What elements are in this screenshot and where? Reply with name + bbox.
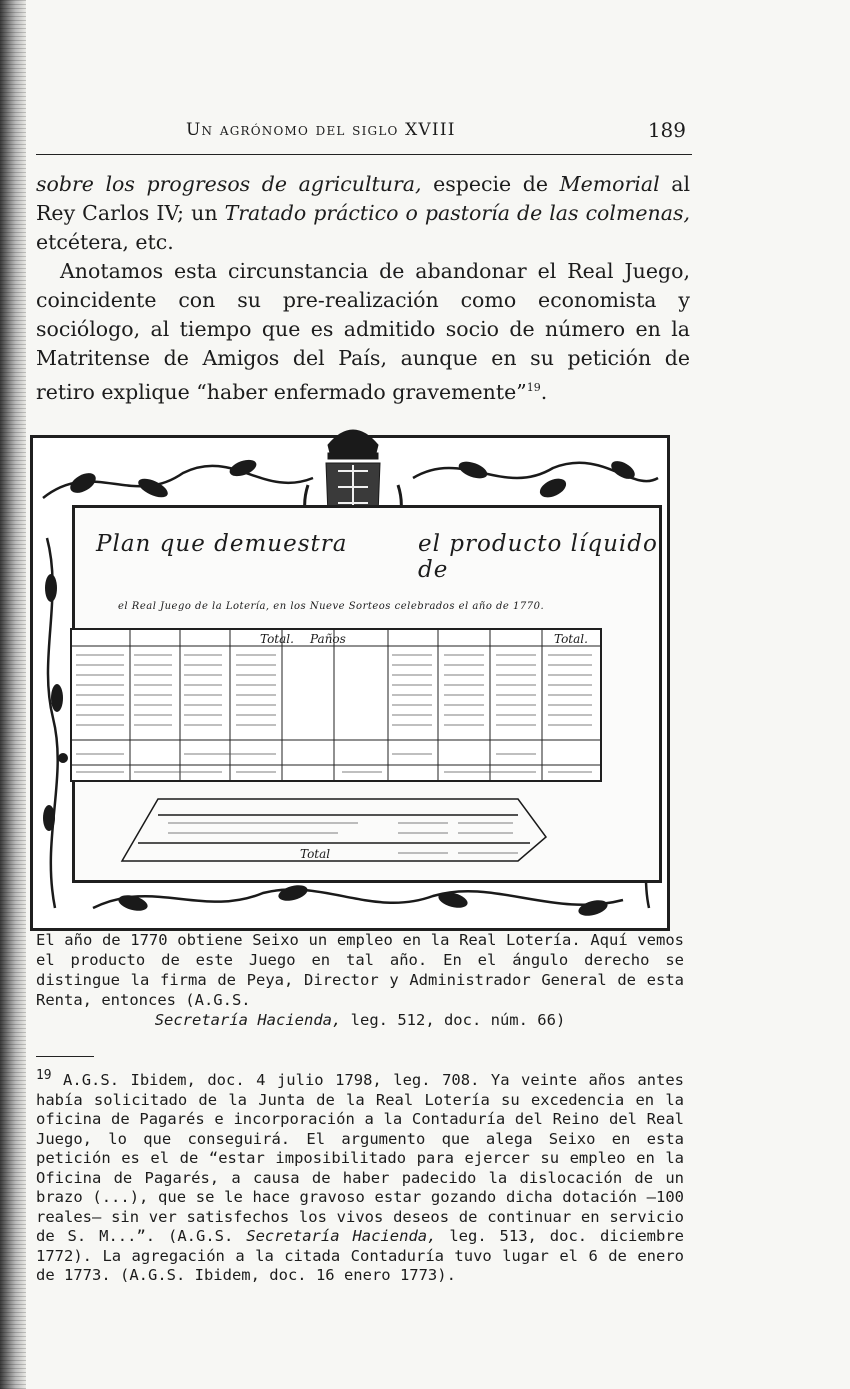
figure-caption [36,930,684,1030]
summary-frame [118,797,548,863]
footnote-italic: Secretaría Hacienda, [246,1227,437,1246]
para1-italic-2: Memorial [559,172,660,196]
ledger-col-panos: Paños [310,632,346,646]
footnote-divider [36,1056,94,1057]
body-text [36,170,690,407]
running-title: Un agrónomo del siglo XVIII [186,120,456,140]
para1-text-1: especie de [421,172,560,196]
summary-total-label: Total [300,847,331,861]
footnote-text [36,1066,684,1286]
page-number: 189 [647,118,686,142]
caption-citation [36,1010,684,1030]
caption-cite-rest: leg. 512, doc. núm. 66) [341,1011,566,1029]
footnote-number: 19 [36,1068,52,1083]
footnote-part-2: leg. 513, doc. diciembre 1772). La agregación a la citada Contaduría tuvo lugar el 6 de enero de 1773. (A.G.S. Ibidem, doc. 16 enero 1773). [36,1227,684,1285]
caption-cite-italic: Secretaría Hacienda, [154,1011,342,1029]
paragraph-2 [36,257,690,407]
ledger-table [70,628,602,782]
plan-title-right: el producto líquido de [418,531,658,583]
book-spine-texture [0,0,26,1389]
para1-text-3: etcétera, etc. [36,230,174,254]
para2-text: Anotamos esta circunstancia de abandonar el Real Juego, coincidente con su pre-realización como economista y sociólogo, al tiempo que es admitido socio de número en la Matritense de Amigos del País, aunque en su petición de retiro explique “haber enfermado gravemente” [36,259,690,404]
ledger-grid [72,630,600,780]
page-header [36,114,692,155]
ledger-col-total-2: Total. [554,632,588,646]
plan-subtitle: el Real Juego de la Lotería, en los Nueve Sorteos celebrados el año de 1770. [118,601,545,612]
para2-end: . [540,379,548,404]
caption-text: El año de 1770 obtiene Seixo un empleo en la Real Lotería. Aquí vemos el producto de este Juego en tal año. En el ángulo derecho se distingue la firma de Peya, Director y Administrador General de esta Renta, entonces (A.G.S. [36,931,684,1009]
lottery-document-figure [26,415,670,925]
summary-box [118,797,548,863]
ledger-col-total: Total. [260,632,294,646]
para1-italic-3: Tratado práctico o pastoría de las colmenas, [224,201,690,225]
footnote-ref: 19 [526,381,541,394]
footnote-part-1: A.G.S. Ibidem, doc. 4 julio 1798, leg. 708. Ya veinte años antes había solicitado de la Junta de la Real Lotería su excedencia en la oficina de Pagarés e incorporación a la Contaduría del Reino del Real Juego, lo que conseguirá. El argumento que alega Seixo en esta petición es el de “estar imposibilitado para ejercer su empleo en la Oficina de Pagarés, a causa de haber padecido la dislocación de un brazo (...), que se le hace gravoso estar gozando dicha dotación —100 reales— sin ver satisfechos los vivos deseos de continuar en servicio de S. M...”. (A.G.S. [36,1071,684,1246]
paragraph-1 [36,170,690,257]
para1-text-2: al Rey Carlos IV; un [36,172,690,225]
para1-italic-1: sobre los progresos de agricultura, [36,172,422,196]
plan-title-left: Plan que demuestra [96,531,348,557]
footnote-19 [36,1066,684,1286]
